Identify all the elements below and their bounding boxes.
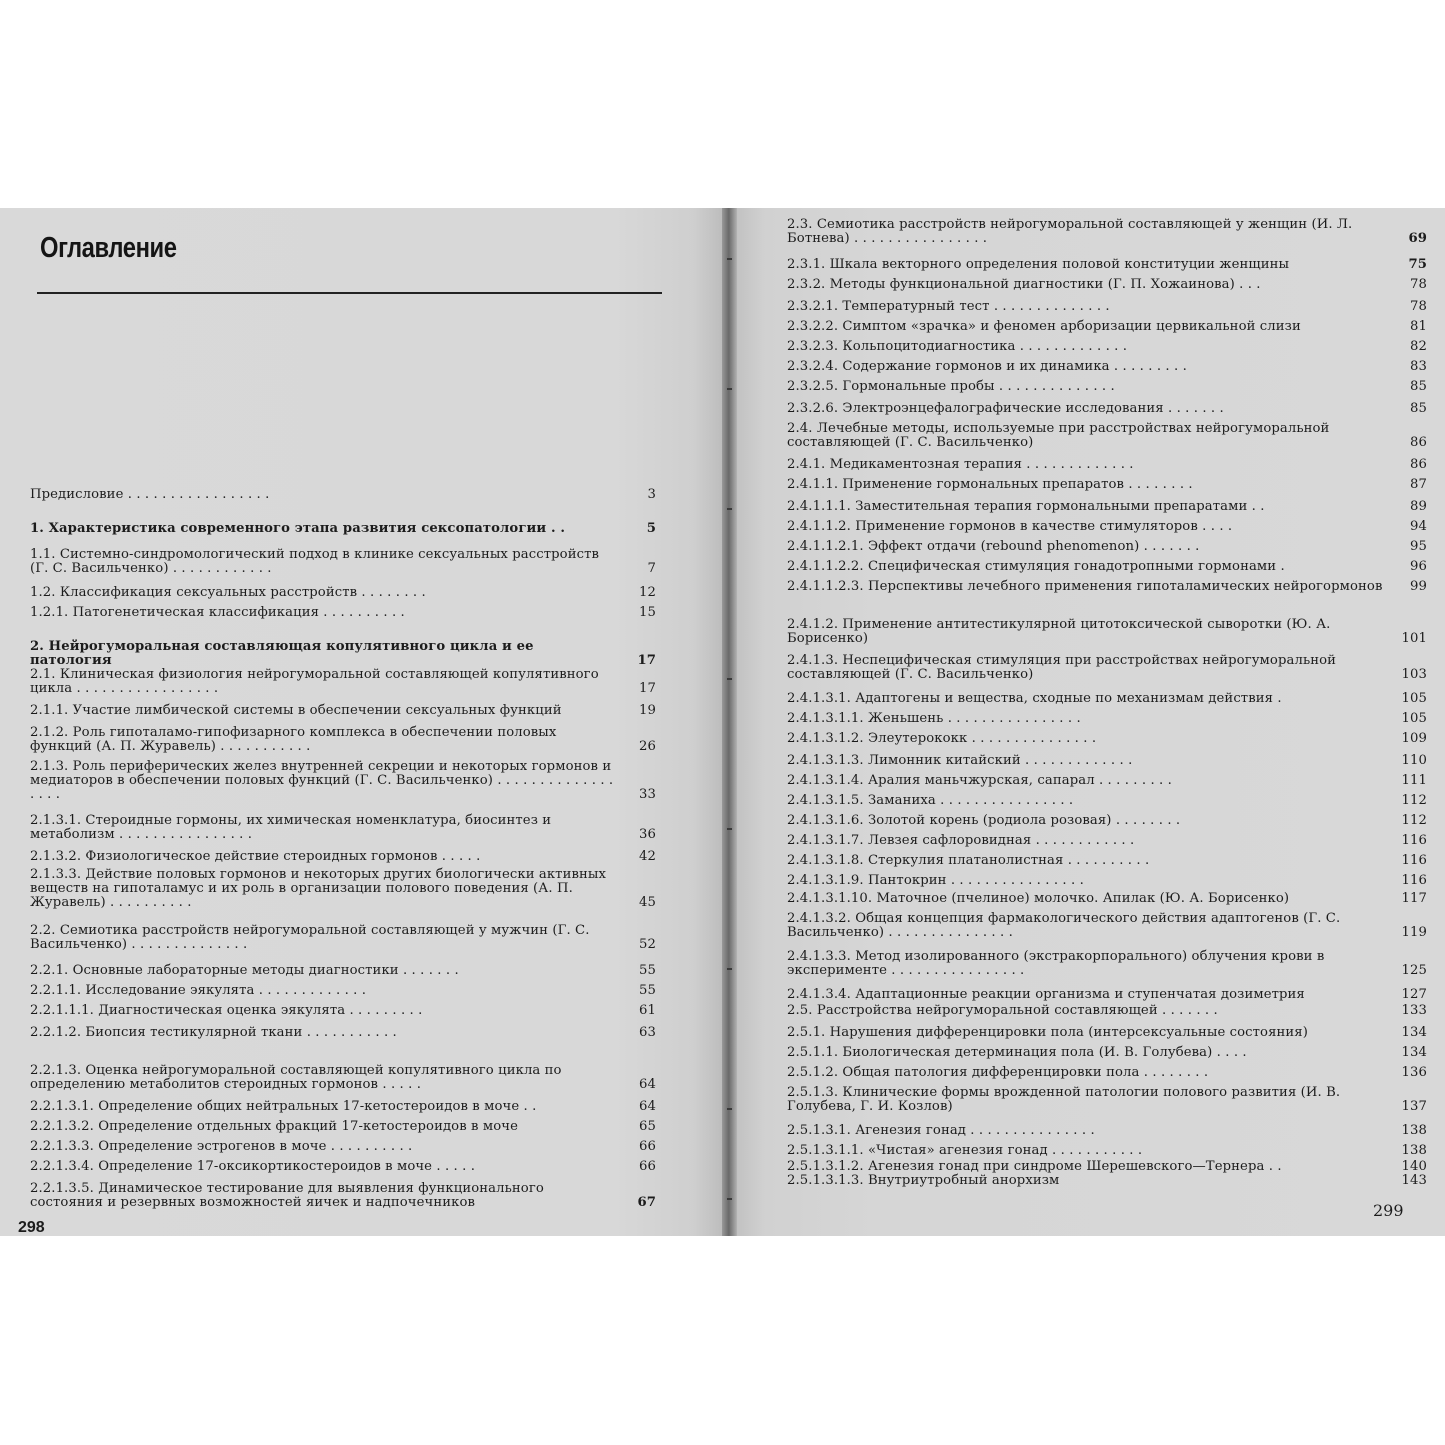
toc-entry	[787, 540, 1427, 554]
toc-entry-title: 2.5.1. Нарушения дифференцировки пола (интерсексуальные состояния)	[787, 1025, 1308, 1040]
toc-entry-title: 2.3.2.3. Кольпоцитодиагностика . . . . . . . . . . . . .	[787, 339, 1128, 354]
toc-entry-title: 2.3.2.2. Симптом «зрачка» и феномен арборизации цервикальной слизи	[787, 319, 1301, 334]
binding-stitch	[727, 828, 732, 830]
toc-entry-page: 109	[1401, 731, 1427, 746]
toc-entry-page: 67	[637, 1195, 656, 1210]
toc-entry-page: 140	[1401, 1159, 1427, 1174]
toc-entry	[787, 988, 1427, 1002]
toc-entry-title: 2.4.1.1.2.2. Специфическая стимуляция гонадотропными гормонами .	[787, 559, 1285, 574]
toc-entry-title: 2.5.1.3.1.3. Внутриутробный анорхизм	[787, 1173, 1060, 1188]
toc-entry-title: 2.4.1.3.1.10. Маточное (пчелиное) молочко. Апилак (Ю. А. Борисенко)	[787, 891, 1290, 906]
toc-entry-page: 136	[1401, 1065, 1427, 1080]
toc-entry-title: 2.2.1. Основные лабораторные методы диагностики . . . . . . .	[30, 963, 459, 978]
toc-entry-page: 69	[1408, 231, 1427, 246]
toc-entry-title: 2.4.1.2. Применение антитестикулярной цитотоксической сыворотки (Ю. А. Борисенко)	[787, 617, 1331, 646]
toc-entry-page: 45	[639, 895, 656, 910]
toc-entry-page: 55	[639, 983, 656, 998]
toc-entry-title: 2. Нейрогуморальная составляющая копулятивного цикла и ее патология	[30, 639, 534, 668]
toc-entry	[787, 320, 1427, 334]
toc-entry-title: 2.4.1.3.1.7. Левзея сафлоровидная . . . . . . . . . . . .	[787, 833, 1135, 848]
toc-entry-title: 2.2.1.3.2. Определение отдельных фракций 17-кетостероидов в моче	[30, 1119, 518, 1134]
toc-entry-title: 2.4.1.3.1.2. Элеутерококк . . . . . . . . . . . . . . .	[787, 731, 1097, 746]
toc-entry-title: 2.4.1. Медикаментозная терапия . . . . . . . . . . . . .	[787, 457, 1134, 472]
toc-entry-title: 2.3.2.6. Электроэнцефалографические исследования . . . . . . .	[787, 401, 1224, 416]
toc-entry	[787, 218, 1427, 246]
left-page	[0, 208, 722, 1236]
toc-entry-title: Предисловие . . . . . . . . . . . . . . . . .	[30, 487, 270, 502]
toc-entry	[787, 854, 1427, 868]
toc-entry-page: 116	[1401, 873, 1427, 888]
toc-entry	[30, 640, 656, 668]
toc-entry-page: 17	[639, 681, 656, 696]
toc-entry	[787, 874, 1427, 888]
toc-entry	[30, 868, 656, 910]
toc-entry	[30, 1026, 656, 1040]
toc-entry-page: 64	[639, 1099, 656, 1114]
toc-entry-title: 2.4.1.3.1. Адаптогены и вещества, сходные по механизмам действия .	[787, 691, 1282, 706]
binding-stitch	[727, 1108, 732, 1110]
toc-entry-title: 2.4.1.3.3. Метод изолированного (экстракорпорального) облучения крови в эксперименте . . . . . . . . . . . . . . . .	[787, 949, 1325, 978]
toc-entry-title: 1.2. Классификация сексуальных расстройств . . . . . . . .	[30, 585, 426, 600]
toc-entry-title: 2.1.1. Участие лимбической системы в обеспечении сексуальных функций	[30, 703, 562, 718]
toc-entry	[30, 1160, 656, 1174]
toc-entry	[30, 1100, 656, 1114]
page-title: Оглавление	[40, 232, 177, 264]
toc-entry	[787, 1026, 1427, 1040]
toc-entry	[30, 1140, 656, 1154]
toc-entry	[787, 258, 1427, 272]
toc-entry-title: 2.1.3.3. Действие половых гормонов и некоторых других биологически активных веществ на гипоталамус и их роль в организации полового поведения (А. П. Журавель) . . . . . . . . . .	[30, 867, 607, 910]
toc-entry-page: 36	[639, 827, 656, 842]
toc-entry-title: 2.5.1.2. Общая патология дифференцировки пола . . . . . . . .	[787, 1065, 1209, 1080]
toc-entry-title: 2.3.1. Шкала векторного определения половой конституции женщины	[787, 257, 1290, 272]
toc-entry-page: 85	[1410, 401, 1427, 416]
toc-entry-page: 138	[1401, 1143, 1427, 1158]
toc-entry-page: 112	[1401, 813, 1427, 828]
toc-entry-page: 55	[639, 963, 656, 978]
toc-entry-page: 87	[1410, 477, 1427, 492]
page-number-left: 298	[18, 1219, 45, 1236]
binding-stitch	[727, 388, 732, 390]
book-gutter	[722, 208, 737, 1236]
toc-entry	[787, 774, 1427, 788]
toc-entry	[787, 618, 1427, 646]
toc-entry	[787, 912, 1427, 940]
toc-entry-page: 134	[1401, 1045, 1427, 1060]
toc-entry-page: 119	[1401, 925, 1427, 940]
toc-entry-title: 2.3.2.4. Содержание гормонов и их динамика . . . . . . . . .	[787, 359, 1187, 374]
toc-entry-page: 110	[1401, 753, 1427, 768]
toc-entry-title: 2.5.1.3.1.1. «Чистая» агенезия гонад . . . . . . . . . . .	[787, 1143, 1143, 1158]
toc-entry-title: 2.4.1.1.2. Применение гормонов в качестве стимуляторов . . . .	[787, 519, 1233, 534]
toc-entry-title: 2.3.2.5. Гормональные пробы . . . . . . . . . . . . . .	[787, 379, 1115, 394]
title-rule	[37, 292, 662, 294]
toc-entry	[787, 458, 1427, 472]
toc-entry-page: 103	[1401, 667, 1427, 682]
toc-entry-title: 2.4.1.3.1.5. Заманиха . . . . . . . . . . . . . . . .	[787, 793, 1074, 808]
toc-entry	[787, 834, 1427, 848]
binding-stitch	[727, 1198, 732, 1200]
toc-entry	[787, 1086, 1427, 1114]
toc-entry-page: 105	[1401, 711, 1427, 726]
toc-entry-title: 2.5.1.3. Клинические формы врожденной патологии полового развития (И. В. Голубева, Г. И. Козлов)	[787, 1085, 1341, 1114]
toc-entry-page: 133	[1401, 1003, 1427, 1018]
toc-entry	[787, 732, 1427, 746]
toc-entry	[787, 478, 1427, 492]
toc-entry	[787, 950, 1427, 978]
toc-entry-title: 2.5.1.3.1. Агенезия гонад . . . . . . . . . . . . . . .	[787, 1123, 1095, 1138]
toc-entry	[787, 692, 1427, 706]
toc-entry-title: 2.2.1.3.5. Динамическое тестирование для выявления функционального состояния и резервных возможностей яичек и надпочечников	[30, 1181, 544, 1210]
toc-entry	[30, 726, 656, 754]
toc-entry	[787, 794, 1427, 808]
toc-entry-title: 2.2.1.3.1. Определение общих нейтральных 17-кетостероидов в моче . .	[30, 1099, 537, 1114]
page-number-right: 299	[1373, 1201, 1404, 1220]
toc-entry-page: 101	[1401, 631, 1427, 646]
toc-entry-title: 2.1.3. Роль периферических желез внутренней секреции и некоторых гормонов и медиаторов в обеспечении половых функций (Г. С. Васильченко) . . . . . . . . . . . . . . . . . .	[30, 759, 614, 802]
toc-entry	[30, 924, 656, 952]
toc-entry-page: 112	[1401, 793, 1427, 808]
toc-entry-title: 2.4.1.3.1.4. Аралия маньчжурская, сапарал . . . . . . . . .	[787, 773, 1172, 788]
toc-entry-title: 2.2.1.3.4. Определение 17-оксикортикостероидов в моче . . . . .	[30, 1159, 476, 1174]
toc-entry-title: 1. Характеристика современного этапа развития сексопатологии . .	[30, 521, 566, 536]
toc-entry	[30, 586, 656, 600]
toc-entry-title: 2.4.1.3.1.6. Золотой корень (родиола розовая) . . . . . . . .	[787, 813, 1181, 828]
toc-entry-title: 2.4.1.1. Применение гормональных препаратов . . . . . . . .	[787, 477, 1193, 492]
toc-entry	[30, 704, 656, 718]
toc-entry-page: 3	[647, 487, 656, 502]
toc-entry-page: 52	[639, 937, 656, 952]
toc-entry-page: 117	[1401, 891, 1427, 906]
toc-entry-title: 1.2.1. Патогенетическая классификация . . . . . . . . . .	[30, 605, 405, 620]
toc-entry	[30, 984, 656, 998]
binding-stitch	[727, 678, 732, 680]
toc-entry	[30, 760, 656, 802]
toc-entry-title: 2.2.1.1.1. Диагностическая оценка эякулята . . . . . . . . .	[30, 1003, 423, 1018]
toc-entry-title: 2.4.1.3. Неспецифическая стимуляция при расстройствах нейрогуморальной составляющей (Г. С. Васильченко)	[787, 653, 1337, 682]
binding-stitch	[727, 258, 732, 260]
toc-entry-title: 2.3.2.1. Температурный тест . . . . . . . . . . . . . .	[787, 299, 1110, 314]
toc-entry	[787, 1174, 1427, 1188]
toc-entry	[30, 668, 656, 696]
toc-entry-page: 81	[1410, 319, 1427, 334]
toc-entry	[787, 360, 1427, 374]
toc-entry	[787, 402, 1427, 416]
toc-entry	[30, 1064, 656, 1092]
toc-entry-page: 143	[1401, 1173, 1427, 1188]
toc-entry	[30, 1182, 656, 1210]
toc-entry-page: 138	[1401, 1123, 1427, 1138]
toc-entry-title: 2.1.3.2. Физиологическое действие стероидных гормонов . . . . .	[30, 849, 481, 864]
toc-entry-page: 17	[637, 653, 656, 668]
toc-entry-page: 65	[639, 1119, 656, 1134]
toc-entry-title: 2.5. Расстройства нейрогуморальной составляющей . . . . . . .	[787, 1003, 1218, 1018]
binding-stitch	[727, 968, 732, 970]
toc-entry-title: 2.5.1.1. Биологическая детерминация пола (И. В. Голубева) . . . .	[787, 1045, 1247, 1060]
toc-entry-page: 15	[639, 605, 656, 620]
toc-entry-page: 66	[639, 1139, 656, 1154]
toc-entry	[30, 814, 656, 842]
toc-entry-title: 2.2.1.3. Оценка нейрогуморальной составляющей копулятивного цикла по определению метаболитов стероидных гормонов . . . . .	[30, 1063, 562, 1092]
toc-entry-title: 2.2.1.1. Исследование эякулята . . . . . . . . . . . . .	[30, 983, 367, 998]
toc-entry-page: 63	[639, 1025, 656, 1040]
toc-entry	[787, 892, 1427, 906]
toc-entry	[30, 488, 656, 502]
toc-entry-page: 42	[639, 849, 656, 864]
toc-entry-page: 94	[1410, 519, 1427, 534]
book-spread	[0, 208, 1445, 1236]
toc-entry-page: 116	[1401, 853, 1427, 868]
toc-entry-page: 33	[639, 787, 656, 802]
toc-entry	[787, 278, 1427, 292]
toc-entry-title: 2.5.1.3.1.2. Агенезия гонад при синдроме Шерешевского—Тернера . .	[787, 1159, 1282, 1174]
toc-entry-title: 2.4.1.1.1. Заместительная терапия гормональными препаратами . .	[787, 499, 1265, 514]
toc-entry	[787, 1144, 1427, 1158]
toc-entry-page: 66	[639, 1159, 656, 1174]
toc-entry-title: 2.4.1.3.1.1. Женьшень . . . . . . . . . . . . . . . .	[787, 711, 1081, 726]
toc-entry-page: 127	[1401, 987, 1427, 1002]
toc-entry-title: 2.3.2. Методы функциональной диагностики (Г. П. Хожаинова) . . .	[787, 277, 1261, 292]
toc-entry-title: 1.1. Системно-синдромологический подход в клинике сексуальных расстройств (Г. С. Васильченко) . . . . . . . . . . . .	[30, 547, 600, 576]
toc-entry	[787, 1066, 1427, 1080]
toc-entry-title: 2.4.1.3.4. Адаптационные реакции организма и ступенчатая дозиметрия	[787, 987, 1305, 1002]
toc-entry	[787, 1124, 1427, 1138]
toc-entry-title: 2.4.1.3.2. Общая концепция фармакологического действия адаптогенов (Г. С. Васильченко) . . . . . . . . . . . . . . .	[787, 911, 1341, 940]
toc-entry-page: 125	[1401, 963, 1427, 978]
toc-entry-page: 26	[639, 739, 656, 754]
toc-entry-title: 2.2.1.2. Биопсия тестикулярной ткани . . . . . . . . . . .	[30, 1025, 397, 1040]
toc-entry	[30, 548, 656, 576]
toc-entry-page: 85	[1410, 379, 1427, 394]
toc-entry-page: 83	[1410, 359, 1427, 374]
toc-entry	[787, 654, 1427, 682]
toc-entry-page: 19	[639, 703, 656, 718]
toc-entry	[787, 754, 1427, 768]
toc-entry-title: 2.2.1.3.3. Определение эстрогенов в моче . . . . . . . . . .	[30, 1139, 413, 1154]
toc-entry	[30, 606, 656, 620]
toc-entry	[787, 380, 1427, 394]
toc-entry	[787, 300, 1427, 314]
toc-entry	[30, 1004, 656, 1018]
toc-entry	[787, 1046, 1427, 1060]
toc-entry-page: 89	[1410, 499, 1427, 514]
toc-entry-page: 61	[639, 1003, 656, 1018]
toc-entry-title: 2.4.1.3.1.9. Пантокрин . . . . . . . . . . . . . . . .	[787, 873, 1084, 888]
toc-entry-page: 96	[1410, 559, 1427, 574]
toc-entry-page: 5	[646, 521, 656, 536]
toc-entry	[787, 520, 1427, 534]
toc-entry-title: 2.4.1.3.1.3. Лимонник китайский . . . . . . . . . . . . .	[787, 753, 1133, 768]
toc-entry-title: 2.4. Лечебные методы, используемые при расстройствах нейрогуморальной составляющей (Г. С. Васильченко)	[787, 421, 1330, 450]
toc-entry-title: 2.1. Клиническая физиология нейрогуморальной составляющей копулятивного цикла . . . . . . . . . . . . . . . . .	[30, 667, 599, 696]
toc-entry-page: 82	[1410, 339, 1427, 354]
toc-entry-page: 86	[1410, 457, 1427, 472]
toc-entry	[787, 1004, 1427, 1018]
toc-entry	[787, 814, 1427, 828]
toc-entry	[787, 1160, 1427, 1174]
toc-entry	[787, 712, 1427, 726]
binding-stitch	[727, 508, 732, 510]
toc-entry-title: 2.1.2. Роль гипоталамо-гипофизарного комплекса в обеспечении половых функций (А. П. Журавель) . . . . . . . . . . .	[30, 725, 557, 754]
toc-entry	[787, 560, 1427, 574]
toc-entry	[30, 964, 656, 978]
toc-entry-page: 86	[1410, 435, 1427, 450]
toc-entry	[30, 522, 656, 536]
toc-entry-page: 64	[639, 1077, 656, 1092]
toc-entry	[787, 340, 1427, 354]
toc-entry	[30, 850, 656, 864]
toc-entry-page: 78	[1410, 299, 1427, 314]
toc-entry-title: 2.3. Семиотика расстройств нейрогуморальной составляющей у женщин (И. Л. Ботнева) . . . . . . . . . . . . . . . .	[787, 217, 1353, 246]
toc-entry-page: 95	[1410, 539, 1427, 554]
toc-entry	[787, 500, 1427, 514]
toc-entry-page: 111	[1401, 773, 1427, 788]
toc-entry-title: 2.1.3.1. Стероидные гормоны, их химическая номенклатура, биосинтез и метаболизм . . . . . . . . . . . . . . . .	[30, 813, 552, 842]
toc-entry-title: 2.4.1.1.2.3. Перспективы лечебного применения гипоталамических нейрогормонов	[787, 579, 1383, 594]
toc-entry-page: 99	[1410, 579, 1427, 594]
toc-entry	[787, 580, 1427, 594]
toc-entry-page: 116	[1401, 833, 1427, 848]
toc-entry	[787, 422, 1427, 450]
toc-entry-page: 137	[1401, 1099, 1427, 1114]
toc-entry	[30, 1120, 656, 1134]
toc-entry-page: 12	[639, 585, 656, 600]
toc-entry-page: 75	[1408, 257, 1427, 272]
toc-entry-page: 7	[647, 561, 656, 576]
toc-entry-title: 2.2. Семиотика расстройств нейрогуморальной составляющей у мужчин (Г. С. Васильченко) . . . . . . . . . . . . . .	[30, 923, 590, 952]
right-page	[737, 208, 1445, 1236]
toc-entry-page: 105	[1401, 691, 1427, 706]
toc-entry-title: 2.4.1.3.1.8. Стеркулия платанолистная . . . . . . . . . .	[787, 853, 1150, 868]
toc-entry-page: 134	[1401, 1025, 1427, 1040]
toc-entry-title: 2.4.1.1.2.1. Эффект отдачи (rebound phenomenon) . . . . . . .	[787, 539, 1200, 554]
toc-entry-page: 78	[1410, 277, 1427, 292]
